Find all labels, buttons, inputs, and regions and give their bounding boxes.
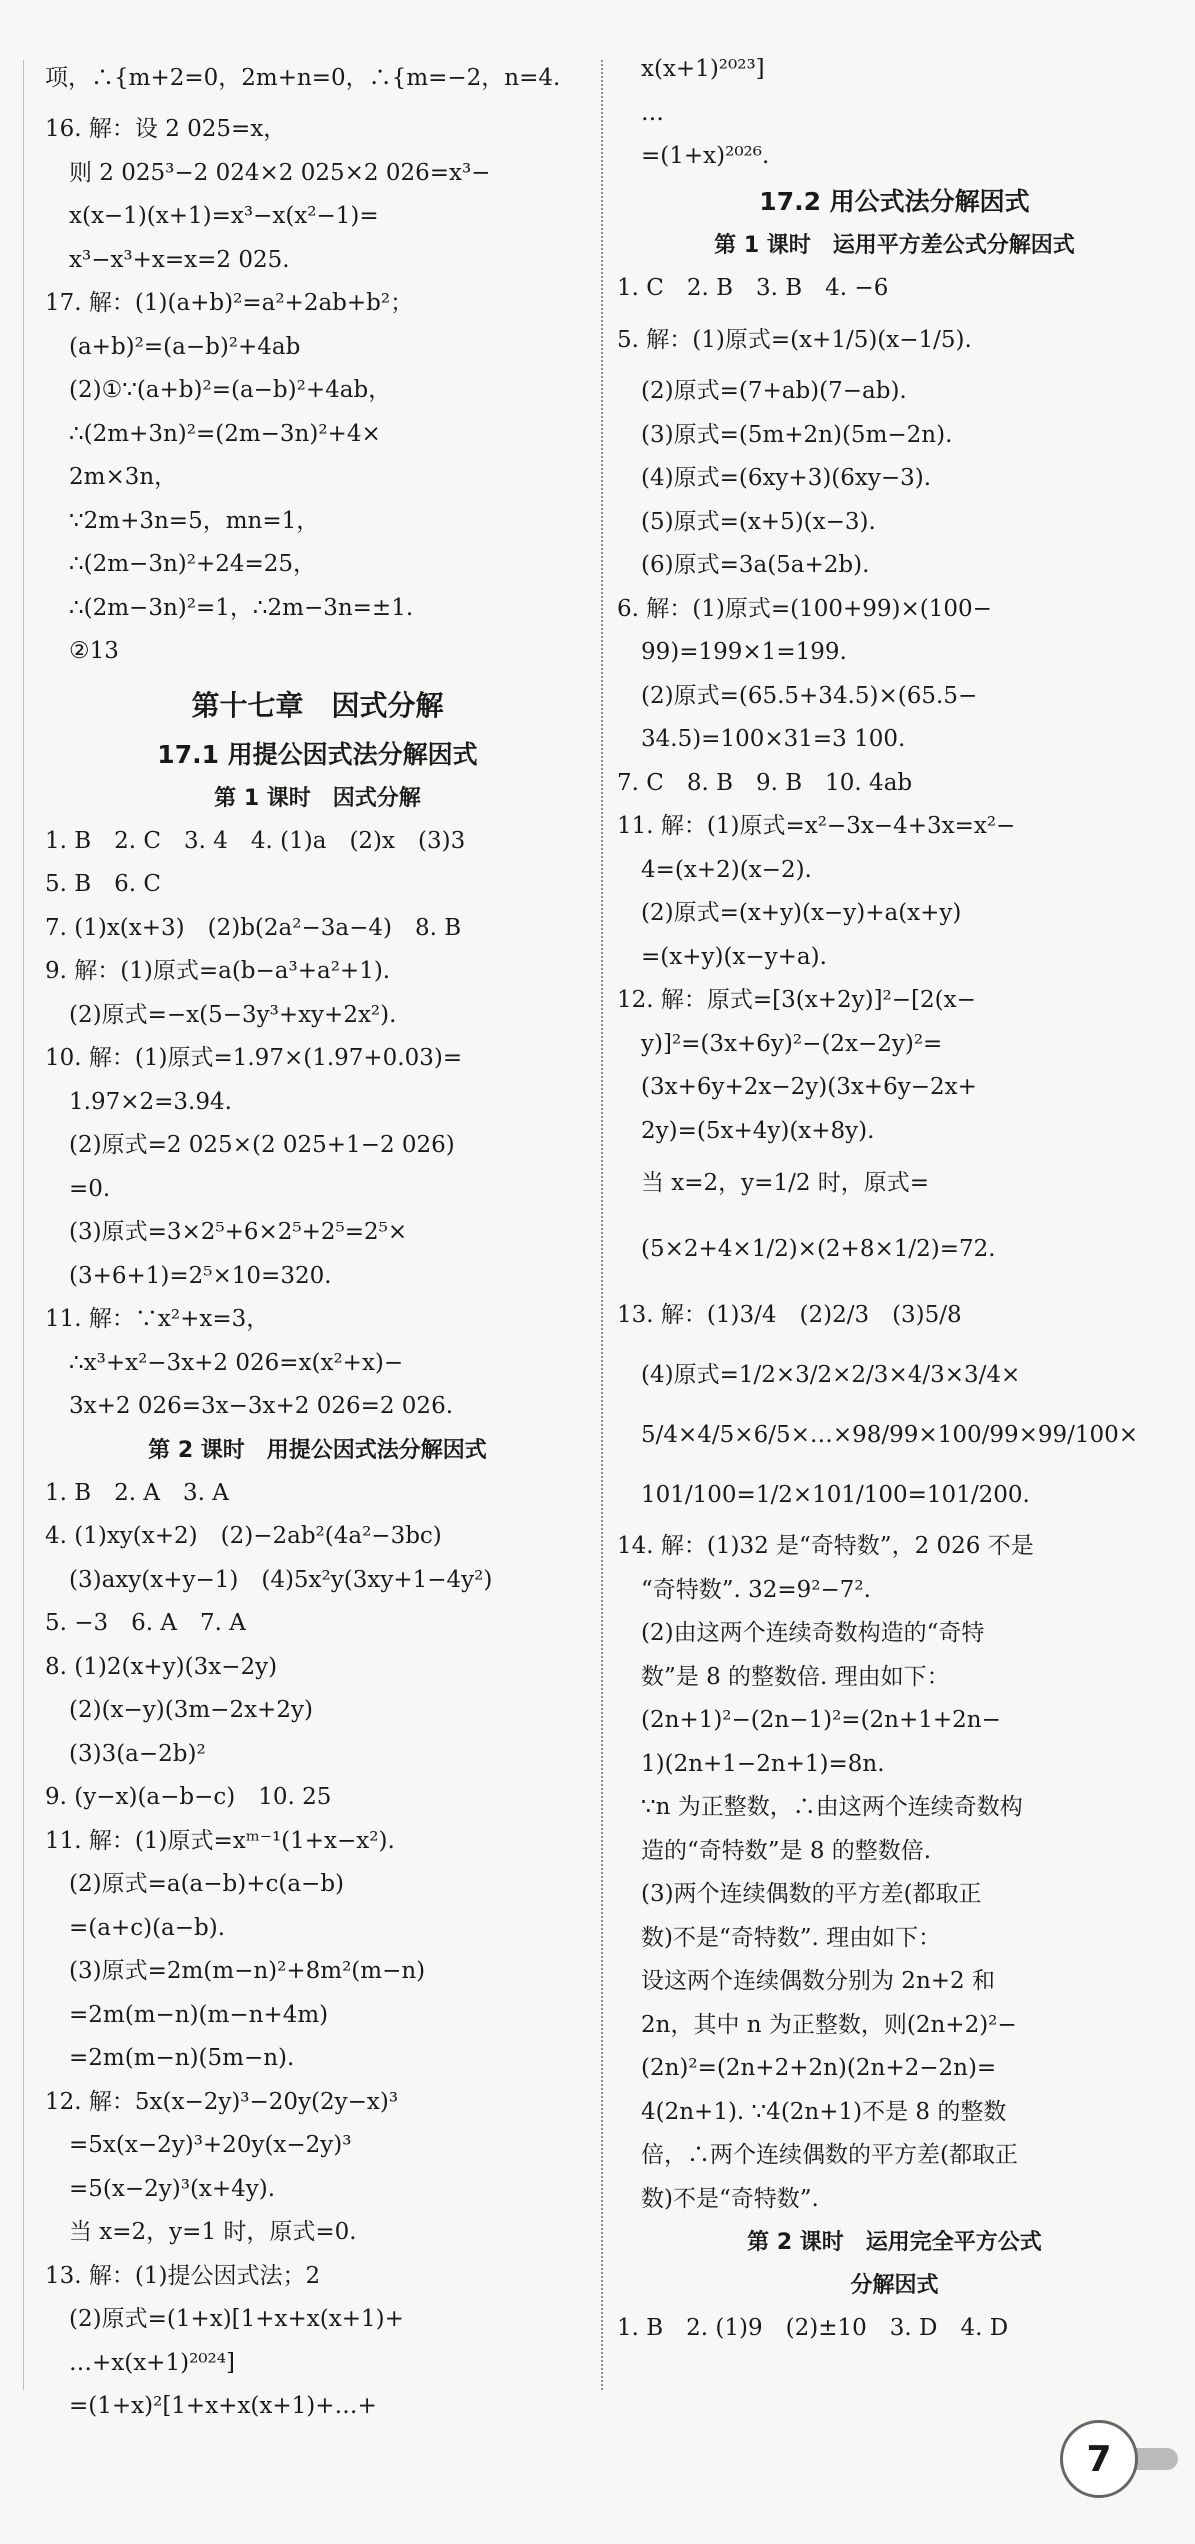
answer-line: 4. (1)xy(x+2) (2)−2ab²(4a²−3bc): [45, 1523, 442, 1549]
answer-line: 11. 解：∵x²+x=3，: [45, 1306, 270, 1332]
answer-line: y)]²=(3x+6y)²−(2x−2y)²=: [641, 1030, 943, 1057]
answer-line: (2)原式=(1+x)[1+x+x(x+1)+: [69, 2306, 404, 2332]
left-column: [45, 48, 590, 2429]
answer-line: 当 x=2，y=1 时，原式=0.: [69, 2219, 357, 2245]
left-block-2: [45, 820, 590, 1429]
answer-line: 5. −3 6. A 7. A: [45, 1610, 246, 1636]
text-line: ∴(2m−3n)²+24=25，: [69, 551, 317, 577]
left-block-1: [45, 48, 590, 674]
answer-line: 6. 解：(1)原式=(100+99)×(100−: [617, 595, 992, 622]
answer-line: (2n)²=(2n+2+2n)(2n+2−2n)=: [641, 2055, 997, 2081]
answer-line: 8. (1)2(x+y)(3x−2y): [45, 1653, 278, 1680]
text-line: …: [641, 99, 664, 126]
answer-line: 1. C 2. B 3. B 4. −6: [617, 274, 889, 301]
right-block-1: [617, 48, 1172, 179]
answer-line: 7. C 8. B 9. B 10. 4ab: [617, 769, 913, 796]
answer-line: 1.97×2=3.94.: [69, 1088, 232, 1115]
answer-line: =5x(x−2y)³+20y(x−2y)³: [69, 2132, 352, 2158]
answer-line: 13. 解：(1)提公因式法；2: [45, 2262, 321, 2289]
answer-line: (2)原式=−x(5−3y³+xy+2x²).: [69, 1001, 397, 1028]
answer-line: 设这两个连续偶数分别为 2n+2 和: [641, 1968, 995, 1994]
answer-line: 数)不是“奇特数”. 理由如下：: [641, 1924, 942, 1951]
answer-line: =2m(m−n)(m−n+4m): [69, 2001, 329, 2028]
answer-line: 1. B 2. C 3. 4 4. (1)a (2)x (3)3: [45, 827, 466, 854]
answer-line: 1. B 2. A 3. A: [45, 1479, 229, 1506]
answer-line: 101/100=1/2×101/100=101/200.: [641, 1482, 1030, 1508]
answer-line: 5/4×4/5×6/5×…×98/99×100/99×99/100×: [641, 1422, 1139, 1448]
answer-line: (2)原式=(7+ab)(7−ab).: [641, 378, 907, 404]
answer-line: 数”是 8 的整数倍. 理由如下：: [641, 1663, 950, 1690]
left-block-3: [45, 1472, 590, 2429]
lesson-title: 第 1 课时 因式分解: [214, 785, 421, 811]
answer-line: 2n，其中 n 为正整数，则(2n+2)²−: [641, 2011, 1017, 2038]
lesson-title: 第 2 课时 运用完全平方公式: [747, 2230, 1042, 2255]
answer-line: (2)原式=(x+y)(x−y)+a(x+y): [641, 900, 962, 926]
section-title: 17.2 用公式法分解因式: [759, 186, 1030, 216]
text-line: 16. 解：设 2 025=x，: [45, 116, 287, 142]
answer-line: (2)原式=(65.5+34.5)×(65.5−: [641, 682, 978, 709]
answer-line: =(1+x)²[1+x+x(x+1)+…+: [69, 2393, 377, 2419]
answer-line: =(x+y)(x−y+a).: [641, 943, 827, 970]
answer-line: (2)由这两个连续奇数构造的“奇特: [641, 1620, 985, 1646]
answer-line: 12. 解：原式=[3(x+2y)]²−[2(x−: [617, 987, 976, 1013]
section-title: 17.1 用提公因式法分解因式: [157, 739, 478, 769]
answer-line: 11. 解：(1)原式=x²−3x−4+3x=x²−: [617, 813, 1016, 839]
right-column: [617, 48, 1172, 2351]
answer-line: ∵n 为正整数，∴由这两个连续奇数构: [641, 1794, 1023, 1820]
text-line: 2m×3n，: [69, 464, 178, 490]
answer-line: 3x+2 026=3x−3x+2 026=2 026.: [69, 1393, 454, 1419]
answer-line: 当 x=2，y=1/2 时，原式=: [641, 1170, 930, 1196]
answer-line: 9. (y−x)(a−b−c) 10. 25: [45, 1784, 332, 1810]
answer-line: 13. 解：(1)3/4 (2)2/3 (3)5/8: [617, 1302, 962, 1328]
answer-line: 1)(2n+1−2n+1)=8n.: [641, 1750, 885, 1777]
lesson-title: 第 1 课时 运用平方差公式分解因式: [714, 232, 1075, 258]
answer-line: 14. 解：(1)32 是“奇特数”，2 026 不是: [617, 1533, 1034, 1559]
answer-line: 4(2n+1). ∵4(2n+1)不是 8 的整数: [641, 2098, 1007, 2125]
text-line: x(x+1)²⁰²³]: [641, 56, 765, 82]
answer-line: 5. B 6. C: [45, 871, 162, 897]
answer-line: (3x+6y+2x−2y)(3x+6y−2x+: [641, 1074, 977, 1100]
text-line: 项，∴{m+2=0，2m+n=0，∴{m=−2，n=4.: [45, 65, 561, 91]
text-line: =(1+x)²⁰²⁶.: [641, 143, 770, 169]
answer-line: 7. (1)x(x+3) (2)b(2a²−3a−4) 8. B: [45, 914, 462, 941]
answer-line: (2n+1)²−(2n−1)²=(2n+1+2n−: [641, 1707, 1001, 1733]
answer-line: (3)原式=(5m+2n)(5m−2n).: [641, 421, 953, 448]
answer-line: 10. 解：(1)原式=1.97×(1.97+0.03)=: [45, 1045, 463, 1071]
answer-line: (2)原式=2 025×(2 025+1−2 026): [69, 1132, 455, 1158]
answer-line: 11. 解：(1)原式=xᵐ⁻¹(1+x−x²).: [45, 1827, 395, 1854]
text-line: ②13: [69, 638, 119, 664]
answer-line: 5. 解：(1)原式=(x+1/5)(x−1/5).: [617, 327, 972, 353]
lesson-title-continued: 分解因式: [850, 2273, 939, 2298]
right-block-2: [617, 267, 1172, 2222]
answer-line: =0.: [69, 1175, 111, 1202]
chapter-title: 第十七章 因式分解: [191, 688, 444, 722]
text-line: ∴(2m+3n)²=(2m−3n)²+4×: [69, 420, 381, 447]
text-line: (a+b)²=(a−b)²+4ab: [69, 333, 301, 360]
answer-line: 99)=199×1=199.: [641, 639, 847, 665]
margin-rule: [23, 60, 24, 2390]
answer-line: (3)两个连续偶数的平方差(都取正: [641, 1881, 982, 1907]
answer-line: (3)原式=3×2⁵+6×2⁵+2⁵=2⁵×: [69, 1219, 408, 1245]
text-line: x³−x³+x=x=2 025.: [69, 246, 290, 273]
answer-line: 1. B 2. (1)9 (2)±10 3. D 4. D: [617, 2315, 1009, 2341]
text-line: x(x−1)(x+1)=x³−x(x²−1)=: [69, 203, 379, 229]
answer-line: ∴x³+x²−3x+2 026=x(x²+x)−: [69, 1349, 404, 1376]
text-line: ∵2m+3n=5，mn=1，: [69, 507, 320, 534]
answer-line: 2y)=(5x+4y)(x+8y).: [641, 1117, 875, 1144]
answer-line: 4=(x+2)(x−2).: [641, 856, 812, 883]
answer-line: (6)原式=3a(5a+2b).: [641, 552, 870, 578]
answer-line: =5(x−2y)³(x+4y).: [69, 2175, 276, 2202]
column-divider: [601, 60, 603, 2390]
answer-line: (2)原式=a(a−b)+c(a−b): [69, 1871, 345, 1897]
text-line: 则 2 025³−2 024×2 025×2 026=x³−: [69, 159, 491, 186]
answer-line: (3)原式=2m(m−n)²+8m²(m−n): [69, 1958, 426, 1984]
answer-line: 34.5)=100×31=3 100.: [641, 726, 906, 752]
answer-line: 倍，∴两个连续偶数的平方差(都取正: [641, 2142, 1018, 2168]
answer-line: 9. 解：(1)原式=a(b−a³+a²+1).: [45, 958, 391, 984]
answer-line: (4)原式=(6xy+3)(6xy−3).: [641, 465, 932, 491]
answer-line: (3)axy(x+y−1) (4)5x²y(3xy+1−4y²): [69, 1566, 493, 1593]
text-line: (2)①∵(a+b)²=(a−b)²+4ab，: [69, 377, 392, 403]
answer-line: …+x(x+1)²⁰²⁴]: [69, 2349, 235, 2376]
answer-line: (5)原式=(x+5)(x−3).: [641, 508, 876, 535]
answer-line: (2)(x−y)(3m−2x+2y): [69, 1697, 313, 1723]
lesson-title: 第 2 课时 用提公因式法分解因式: [148, 1437, 487, 1463]
answer-line: 12. 解：5x(x−2y)³−20y(2y−x)³: [45, 2088, 399, 2115]
page-number: 7: [1060, 2420, 1138, 2498]
answer-line: 造的“奇特数”是 8 的整数倍.: [641, 1837, 932, 1864]
answer-line: (3)3(a−2b)²: [69, 1740, 206, 1767]
answer-line: =(a+c)(a−b).: [69, 1914, 226, 1941]
answer-line: (3+6+1)=2⁵×10=320.: [69, 1262, 332, 1289]
text-line: 17. 解：(1)(a+b)²=a²+2ab+b²；: [45, 290, 414, 316]
answer-line: “奇特数”. 32=9²−7².: [641, 1576, 871, 1603]
answer-line: =2m(m−n)(5m−n).: [69, 2045, 295, 2071]
text-line: ∴(2m−3n)²=1，∴2m−3n=±1.: [69, 594, 414, 621]
answer-line: (5×2+4×1/2)×(2+8×1/2)=72.: [641, 1236, 996, 1262]
answer-line: 数)不是“奇特数”.: [641, 2185, 819, 2212]
answer-line: (4)原式=1/2×3/2×2/3×4/3×3/4×: [641, 1362, 1021, 1388]
